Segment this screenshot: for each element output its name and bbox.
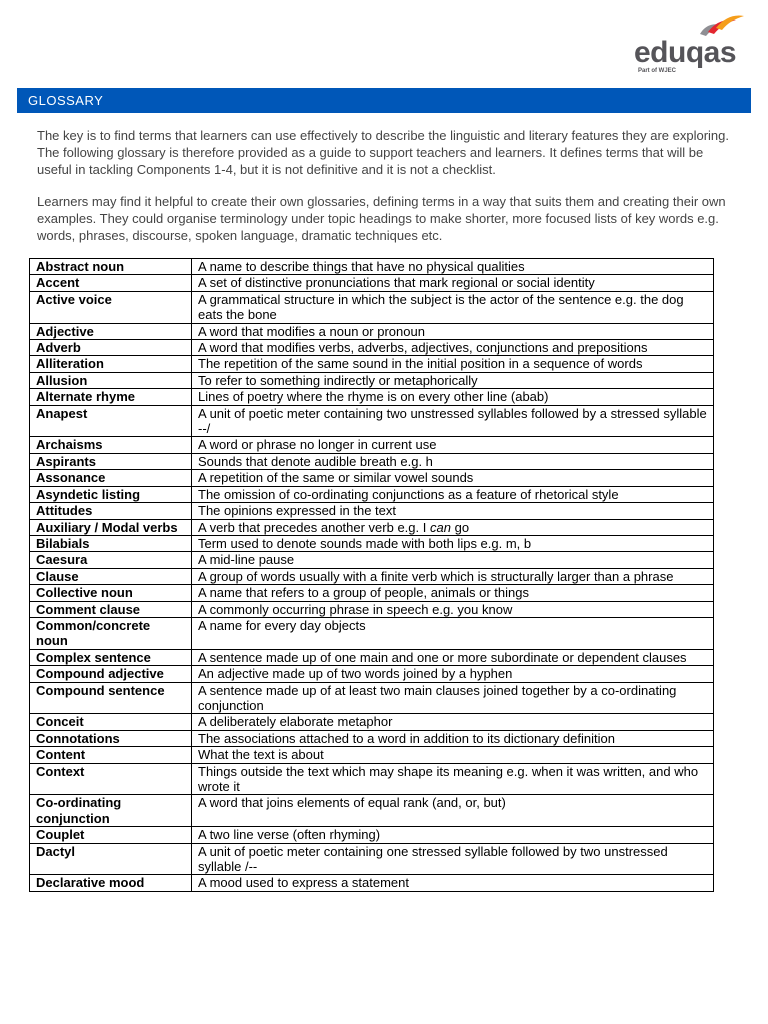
glossary-term: Accent (30, 275, 192, 291)
glossary-definition: A grammatical structure in which the subject is the actor of the sentence e.g. the dog eats the bone (192, 291, 714, 323)
glossary-definition: Things outside the text which may shape its meaning e.g. when it was written, and who wrote it (192, 763, 714, 795)
glossary-term: Context (30, 763, 192, 795)
table-row (30, 535, 714, 551)
table-row (30, 291, 714, 323)
table-row (30, 585, 714, 601)
glossary-definition: A deliberately elaborate metaphor (192, 714, 714, 730)
intro-paragraph: The key is to find terms that learners can use effectively to describe the linguistic and literary features they are exploring. The following glossary is therefore provided as a guide to support teachers and learners. It defines terms that will be useful in tackling Components 1-4, but it is not definitive and it is not a checklist. (37, 128, 729, 177)
glossary-term: Active voice (30, 291, 192, 323)
glossary-definition: A commonly occurring phrase in speech e.g. you know (192, 601, 714, 617)
brand-tagline: Part of WJEC (638, 68, 677, 74)
glossary-definition: A two line verse (often rhyming) (192, 827, 714, 843)
glossary-term: Aspirants (30, 453, 192, 469)
table-row (30, 682, 714, 714)
glossary-definition: The repetition of the same sound in the initial position in a sequence of words (192, 356, 714, 372)
glossary-term: Content (30, 747, 192, 763)
table-row (30, 843, 714, 875)
glossary-term: Auxiliary / Modal verbs (30, 519, 192, 535)
table-row (30, 503, 714, 519)
glossary-definition: A mid-line pause (192, 552, 714, 568)
glossary-term: Clause (30, 568, 192, 584)
glossary-term: Compound sentence (30, 682, 192, 714)
glossary-definition: A name for every day objects (192, 617, 714, 649)
glossary-definition: The omission of co-ordinating conjunctions as a feature of rhetorical style (192, 486, 714, 502)
table-row (30, 617, 714, 649)
brand-name: eduqas (634, 36, 737, 69)
table-row (30, 552, 714, 568)
glossary-banner: GLOSSARY (17, 88, 751, 113)
table-row (30, 470, 714, 486)
glossary-definition: A repetition of the same or similar vowel sounds (192, 470, 714, 486)
glossary-definition: A word that modifies a noun or pronoun (192, 323, 714, 339)
table-row (30, 486, 714, 502)
table-row (30, 519, 714, 535)
glossary-definition: A name that refers to a group of people, animals or things (192, 585, 714, 601)
eduqas-logo (634, 14, 749, 74)
glossary-definition: The associations attached to a word in addition to its dictionary definition (192, 730, 714, 746)
glossary-definition: A group of words usually with a finite verb which is structurally larger than a phrase (192, 568, 714, 584)
table-row (30, 275, 714, 291)
glossary-definition: A word that joins elements of equal rank (and, or, but) (192, 795, 714, 827)
glossary-term: Alternate rhyme (30, 389, 192, 405)
glossary-term: Couplet (30, 827, 192, 843)
table-row (30, 323, 714, 339)
table-row (30, 763, 714, 795)
glossary-definition: To refer to something indirectly or metaphorically (192, 372, 714, 388)
glossary-term: Attitudes (30, 503, 192, 519)
glossary-term: Abstract noun (30, 259, 192, 275)
glossary-term: Common/concrete noun (30, 617, 192, 649)
glossary-term: Comment clause (30, 601, 192, 617)
glossary-term: Caesura (30, 552, 192, 568)
glossary-definition (192, 519, 714, 535)
glossary-definition: A unit of poetic meter containing two unstressed syllables followed by a stressed syllable --/ (192, 405, 714, 437)
glossary-term: Archaisms (30, 437, 192, 453)
intro-paragraph: Learners may find it helpful to create their own glossaries, defining terms in a way that suits them and creating their own examples. They could organise terminology under topic headings to make shorter, more focused lists of key words e.g. words, phrases, discourse, spoken language, dramatic techniques etc. (37, 194, 726, 243)
glossary-definition: A name to describe things that have no physical qualities (192, 259, 714, 275)
glossary-definition: A sentence made up of at least two main clauses joined together by a co-ordinating conjunction (192, 682, 714, 714)
table-row (30, 730, 714, 746)
table-row (30, 601, 714, 617)
glossary-definition: A word or phrase no longer in current use (192, 437, 714, 453)
table-row (30, 795, 714, 827)
glossary-definition: An adjective made up of two words joined by a hyphen (192, 666, 714, 682)
glossary-term: Anapest (30, 405, 192, 437)
table-row (30, 714, 714, 730)
table-row (30, 259, 714, 275)
table-row (30, 875, 714, 891)
glossary-definition: A unit of poetic meter containing one stressed syllable followed by two unstressed syllable /-- (192, 843, 714, 875)
glossary-term: Adverb (30, 340, 192, 356)
table-row (30, 372, 714, 388)
table-row (30, 747, 714, 763)
table-row (30, 568, 714, 584)
glossary-term: Bilabials (30, 535, 192, 551)
glossary-definition: A word that modifies verbs, adverbs, adjectives, conjunctions and prepositions (192, 340, 714, 356)
table-row (30, 437, 714, 453)
glossary-definition: Lines of poetry where the rhyme is on every other line (abab) (192, 389, 714, 405)
table-row (30, 649, 714, 665)
definition-text: go (454, 519, 470, 535)
table-row (30, 453, 714, 469)
glossary-definition: What the text is about (192, 747, 714, 763)
glossary-table (29, 258, 714, 892)
table-row (30, 389, 714, 405)
glossary-term: Co-ordinating conjunction (30, 795, 192, 827)
definition-emphasis: can (430, 519, 451, 535)
glossary-definition: A sentence made up of one main and one or more subordinate or dependent clauses (192, 649, 714, 665)
glossary-term: Compound adjective (30, 666, 192, 682)
table-row (30, 340, 714, 356)
glossary-definition: Sounds that denote audible breath e.g. h (192, 453, 714, 469)
definition-text: A verb that precedes another verb e.g. I (198, 519, 427, 535)
glossary-term: Allusion (30, 372, 192, 388)
glossary-term: Connotations (30, 730, 192, 746)
table-row (30, 666, 714, 682)
glossary-term: Alliteration (30, 356, 192, 372)
glossary-definition: A mood used to express a statement (192, 875, 714, 891)
glossary-term: Asyndetic listing (30, 486, 192, 502)
glossary-definition: Term used to denote sounds made with both lips e.g. m, b (192, 535, 714, 551)
glossary-term: Complex sentence (30, 649, 192, 665)
table-row (30, 827, 714, 843)
glossary-term: Conceit (30, 714, 192, 730)
glossary-term: Declarative mood (30, 875, 192, 891)
glossary-term: Assonance (30, 470, 192, 486)
glossary-term: Dactyl (30, 843, 192, 875)
glossary-term: Adjective (30, 323, 192, 339)
glossary-definition: A set of distinctive pronunciations that mark regional or social identity (192, 275, 714, 291)
table-row (30, 356, 714, 372)
glossary-term: Collective noun (30, 585, 192, 601)
glossary-definition: The opinions expressed in the text (192, 503, 714, 519)
table-row (30, 405, 714, 437)
